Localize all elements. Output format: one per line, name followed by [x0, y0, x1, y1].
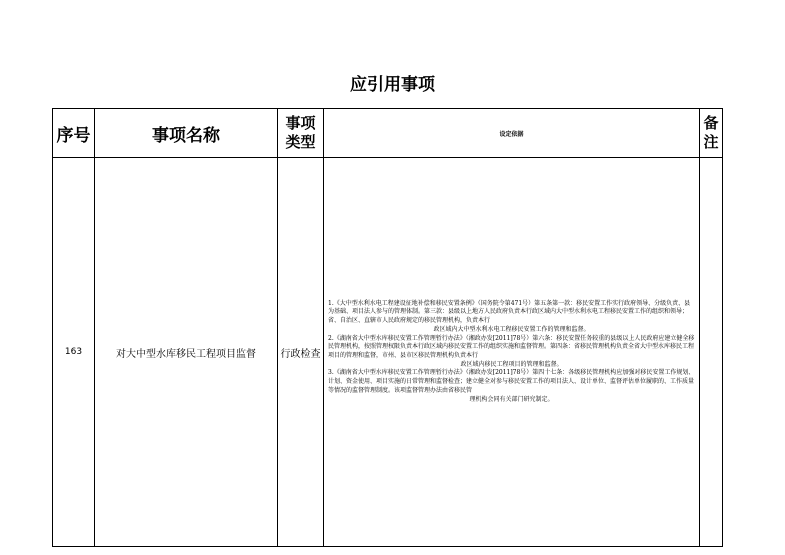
header-note-line1: 备: [703, 114, 719, 132]
header-basis: 设定依据: [324, 109, 700, 158]
page-title: 应引用事项: [350, 75, 435, 95]
basis-item-3-text: 3.《湖南省大中型水库移民安置工作管理暂行办法》（湘政办发[2011]78号）第四十七条：各级移民管理机构应加强对移民安置工作规划、计划、资金使用、项目实施的日常管理和监督检查；建立健全对参与移民安置工作的项目法人、设计单位、监督评估单位履职的、工作质量等情况的监督管理制度。该项监督管理办法由省移民管: [328, 369, 695, 394]
basis-item-1-text: 1.《大中型水利水电工程建设征地补偿和移民安置条例》（国务院令第471号）第五条第一款：移民安置工作实行政府领导、分级负责、县为基础、项目法人参与的管理体制。第三款：县级以上地方人民政府负责本行政区域内大中型水利水电工程移民安置工作的组织和领导；省、自治区、直辖市人民政府规定的移民管理机构，负责本行: [328, 299, 691, 325]
basis-item-3-tail: 理机构会同有关部门研究制定。: [469, 395, 554, 403]
cell-no: 163: [53, 158, 95, 547]
header-no: 序号: [53, 109, 95, 158]
cell-note: [700, 158, 723, 547]
cell-basis: [324, 158, 700, 547]
header-type-line2: 类型: [285, 133, 316, 151]
header-note-line2: 注: [703, 133, 719, 151]
basis-item-2: [328, 335, 695, 370]
items-table: [52, 108, 723, 547]
header-type: [278, 109, 324, 158]
cell-name: 对大中型水库移民工程项目监督: [95, 158, 278, 547]
basis-item-2-tail: 政区域内移民工程项目的管理和监督。: [460, 360, 563, 368]
header-name: 事项名称: [95, 109, 278, 158]
basis-item-3: [328, 369, 695, 404]
header-note: [700, 109, 723, 158]
basis-item-1-tail: 政区域内大中型水利水电工程移民安置工作的管理和监督。: [433, 325, 590, 333]
header-type-line1: 事项: [285, 114, 316, 132]
table-row: [53, 158, 723, 547]
table-header-row: [53, 109, 723, 158]
cell-type: 行政检查: [278, 158, 324, 547]
basis-item-1: [328, 300, 695, 335]
basis-item-2-text: 2.《湖南省大中型水库移民安置工作管理暂行办法》（湘政办发[2011]78号）第六条：移民安置任务较重的县级以上人民政府应建立健全移民管理机构，按照管理权限负责本行政区域内移民安置工作的组织实施和监督管理。第四条：省移民管理机构负责全省大中型水库移民工程项目的管理和监督，市州、县市区移民管理机构负责本行: [328, 334, 695, 359]
